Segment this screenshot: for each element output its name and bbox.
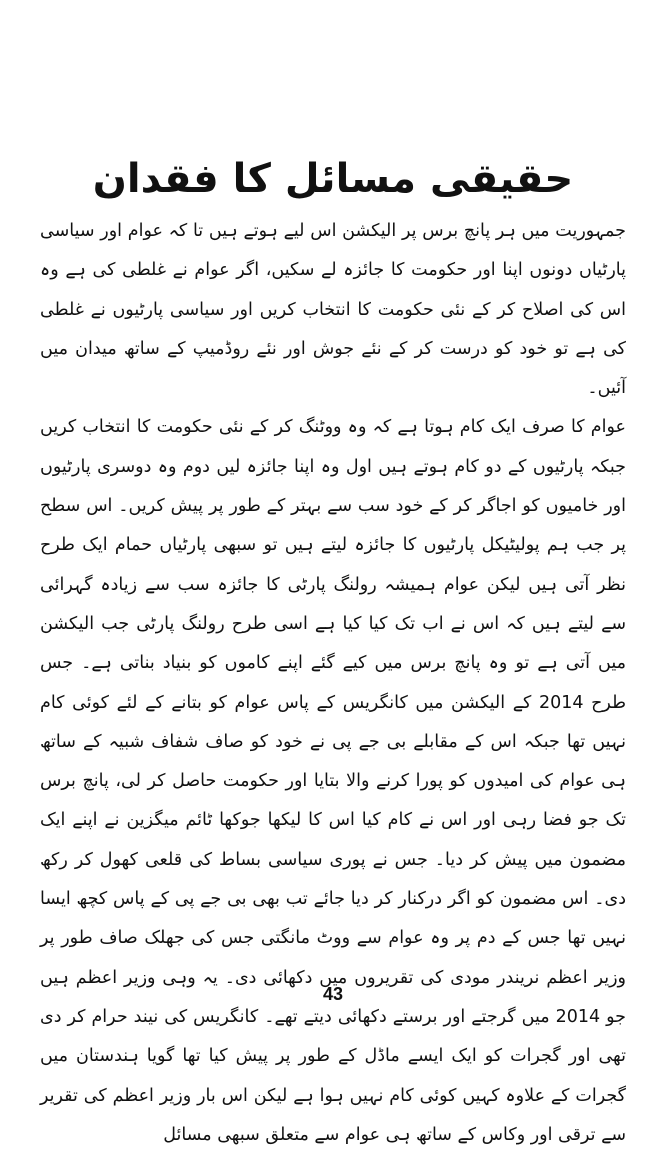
paragraph-1: جمہوریت میں ہر پانچ برس پر الیکشن اس لیے ہوتے ہیں تا کہ عوام اور سیاسی پارٹیاں دونوں اپنا اور حکومت کا جائزہ لے سکیں، اگر عوام نے غلطی کی ہے وہ اس کی اصلاح کر کے نئی حکومت کا انتخاب کریں اور سیاسی پارٹیوں نے غلطی کی ہے تو خود کو درست کر کے نئے جوش اور نئے روڈمیپ کے ساتھ میدان میں آئیں۔ [40, 221, 626, 399]
page-number: 43 [322, 984, 344, 1004]
article-body [40, 212, 626, 1155]
page-title: حقیقی مسائل کا فقدان [92, 155, 574, 202]
paragraph-2: عوام کا صرف ایک کام ہوتا ہے کہ وہ ووٹنگ کر کے نئی حکومت کا انتخاب کریں جبکہ پارٹیوں کے دو کام ہوتے ہیں اول وہ اپنا جائزہ لیں دوم وہ دوسری پارٹیوں اور خامیوں کو اجاگر کر کے خود سب سے بہتر کے طور پر پیش کریں۔ اس سطح پر جب ہم پولیٹیکل پارٹیوں کا جائزہ لیتے ہیں تو سبھی پارٹیاں حمام ایک طرح نظر آتی ہیں لیکن عوام ہمیشہ رولنگ پارٹی کا جائزہ سب سے زیادہ گہرائی سے لیتے ہیں کہ اس نے اب تک کیا کیا ہے اسی طرح رولنگ پارٹی جب الیکشن میں آتی ہے تو وہ پانچ برس میں کیے گئے اپنے کاموں کو بنیاد بناتی ہے۔ جس طرح 2014 کے الیکشن میں کانگریس کے پاس عوام کو بتانے کے لئے کوئی کام نہیں تھا جبکہ اس کے مقابلے بی جے پی نے خود کو صاف شفاف شبیہ کے ساتھ ہی عوام کی امیدوں کو پورا کرنے والا بتایا اور حکومت حاصل کر لی، پانچ برس تک جو فضا رہی اور اس نے کام کیا اس کا لیکھا جوکھا ٹائم میگزین نے اپنے ایک مضمون میں پیش کر دیا۔ جس نے پوری سیاسی بساط کی قلعی کھول کر رکھ دی۔ اس مضمون کو اگر درکنار کر دیا جائے تب بھی بی جے پی کے پاس کچھ ایسا نہیں تھا جس کے دم پر وہ عوام سے ووٹ مانگتی جس کی جھلک صاف طور پر وزیر اعظم نریندر مودی کی تقریروں میں دکھائی دی۔ یہ وہی وزیر اعظم ہیں جو 2014 میں گرجتے اور برستے دکھائی دیتے تھے۔ کانگریس کی نیند حرام کر دی تھی اور گجرات کو ایک ایسے ماڈل کے طور پر پیش کیا تھا گویا ہندستان میں گجرات کے علاوہ کہیں کوئی کام نہیں ہوا ہے لیکن اس بار وزیر اعظم کی تقریر سے ترقی اور وکاس کے ساتھ ہی عوام سے متعلق سبھی مسائل [40, 417, 626, 1145]
